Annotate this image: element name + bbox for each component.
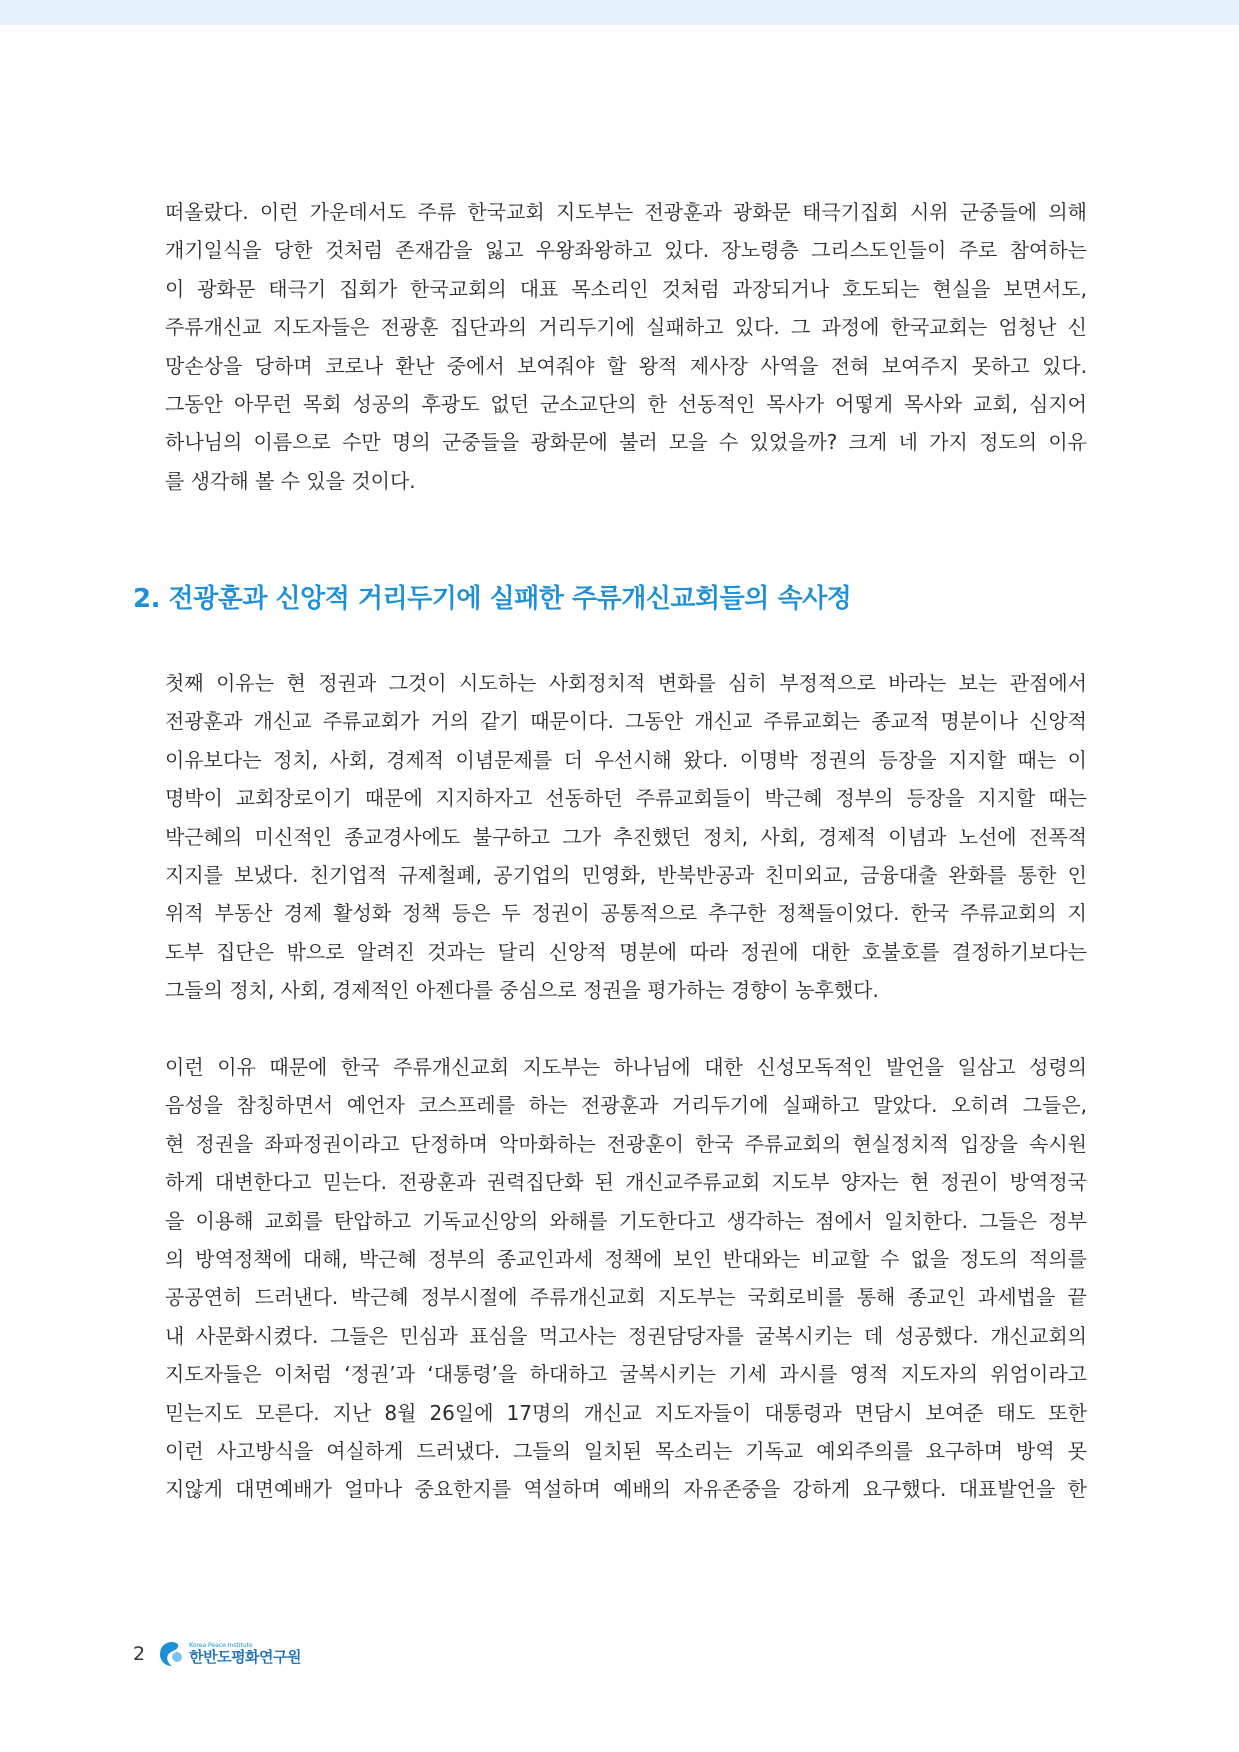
text-line: 공공연히 드러낸다. 박근혜 정부시절에 주류개신교회 지도부는 국회로비를 통해 종교인 과세법을 끝 (165, 1285, 1087, 1310)
text-line: 첫째 이유는 현 정권과 그것이 시도하는 사회정치적 변화를 심히 부정적으로 바라는 보는 관점에서 (165, 671, 1087, 695)
text-line: 이런 이유 때문에 한국 주류개신교회 지도부는 하나님에 대한 신성모독적인 발언을 일삼고 성령의 (165, 1055, 1087, 1079)
logo-korean-text: 한반도평화연구원 (189, 1648, 302, 1666)
text-line: 이유보다는 정치, 사회, 경제적 이념문제를 더 우선시해 왔다. 이명박 정권의 등장을 지지할 때는 이 (165, 747, 1087, 772)
text-line: 그동안 아무런 목회 성공의 후광도 없던 군소교단의 한 선동적인 목사가 어떻게 목사와 교회, 심지어 (165, 391, 1087, 416)
text-line: 음성을 참칭하면서 예언자 코스프레를 하는 전광훈과 거리두기에 실패하고 말았다. 오히려 그들은, (165, 1093, 1087, 1118)
text-line: 내 사문화시켰다. 그들은 민심과 표심을 먹고사는 정권담당자를 굴복시키는 데 성공했다. 개신교회의 (165, 1323, 1087, 1348)
text-line: 를 생각해 볼 수 있을 것이다. (165, 468, 416, 493)
text-line: 이런 사고방식을 여실하게 드러냈다. 그들의 일치된 목소리는 기독교 예외주의를 요구하며 방역 못 (165, 1438, 1087, 1463)
text-line: 이 광화문 태극기 집회가 한국교회의 대표 목소리인 것처럼 과장되거나 호도되는 현실을 보면서도, (165, 276, 1087, 301)
section-heading: 2. 전광훈과 신앙적 거리두기에 실패한 주류개신교회들의 속사정 (133, 584, 852, 614)
text-line: 하나님의 이름으로 수만 명의 군중들을 광화문에 불러 모을 수 있었을까? 크게 네 가지 정도의 이유 (165, 430, 1087, 455)
swirl-logo-icon (157, 1639, 187, 1669)
text-line: 망손상을 당하며 코로나 환난 중에서 보여줘야 할 왕적 제사장 사역을 전혀 보여주지 못하고 있다. (165, 353, 1087, 378)
text-line: 그들의 정치, 사회, 경제적인 아젠다를 중심으로 정권을 평가하는 경향이 농후했다. (165, 978, 879, 1003)
text-line: 도부 집단은 밖으로 알려진 것과는 달리 신앙적 명분에 따라 정권에 대한 호불호를 결정하기보다는 (165, 939, 1087, 964)
text-line: 의 방역정책에 대해, 박근혜 정부의 종교인과세 정책에 보인 반대와는 비교할 수 없을 정도의 적의를 (165, 1246, 1087, 1271)
text-line: 지도자들은 이처럼 ‘정권’과 ‘대통령’을 하대하고 굴복시키는 기세 과시를 영적 지도자의 위엄이라고 (165, 1362, 1087, 1387)
top-banner-bar (0, 0, 1239, 25)
paragraph-intro (165, 193, 1087, 500)
page-number: 2 (133, 1643, 146, 1665)
text-line: 믿는지도 모른다. 지난 8월 26일에 17명의 개신교 지도자들이 대통령과 면담시 보여준 태도 또한 (165, 1400, 1087, 1425)
text-line: 을 이용해 교회를 탄압하고 기독교신앙의 와해를 기도한다고 생각하는 점에서 일치한다. 그들은 정부 (165, 1208, 1087, 1233)
text-line: 현 정권을 좌파정권이라고 단정하며 악마화하는 전광훈이 한국 주류교회의 현실정치적 입장을 속시원 (165, 1131, 1087, 1156)
text-line: 지지를 보냈다. 친기업적 규제철폐, 공기업의 민영화, 반북반공과 친미외교, 금융대출 완화를 통한 인 (165, 862, 1087, 887)
text-line: 주류개신교 지도자들은 전광훈 집단과의 거리두기에 실패하고 있다. 그 과정에 한국교회는 엄청난 신 (165, 315, 1087, 340)
logo-english-text: Korea Peace Institute (189, 1642, 253, 1649)
paragraph-first-reason (165, 664, 1087, 1010)
page-footer (133, 1634, 301, 1674)
paragraph-consequence (165, 1048, 1087, 1509)
text-line: 떠올랐다. 이런 가운데서도 주류 한국교회 지도부는 전광훈과 광화문 태극기집회 시위 군중들에 의해 (165, 200, 1087, 224)
institute-logo (157, 1639, 301, 1669)
text-line: 개기일식을 당한 것처럼 존재감을 잃고 우왕좌왕하고 있다. 장노령층 그리스도인들이 주로 참여하는 (165, 238, 1087, 263)
text-line: 하게 대변한다고 믿는다. 전광훈과 권력집단화 된 개신교주류교회 지도부 양자는 현 정권이 방역정국 (165, 1170, 1087, 1195)
text-line: 명박이 교회장로이기 때문에 지지하자고 선동하던 주류교회들이 박근혜 정부의 등장을 지지할 때는 (165, 786, 1087, 811)
text-line: 지않게 대면예배가 얼마나 중요한지를 역설하며 예배의 자유존중을 강하게 요구했다. 대표발언을 한 (165, 1477, 1087, 1502)
text-line: 전광훈과 개신교 주류교회가 거의 같기 때문이다. 그동안 개신교 주류교회는 종교적 명분이나 신앙적 (165, 709, 1087, 734)
text-line: 위적 부동산 경제 활성화 정책 등은 두 정권이 공통적으로 추구한 정책들이었다. 한국 주류교회의 지 (165, 901, 1087, 926)
text-line: 박근혜의 미신적인 종교경사에도 불구하고 그가 추진했던 정치, 사회, 경제적 이념과 노선에 전폭적 (165, 824, 1087, 849)
